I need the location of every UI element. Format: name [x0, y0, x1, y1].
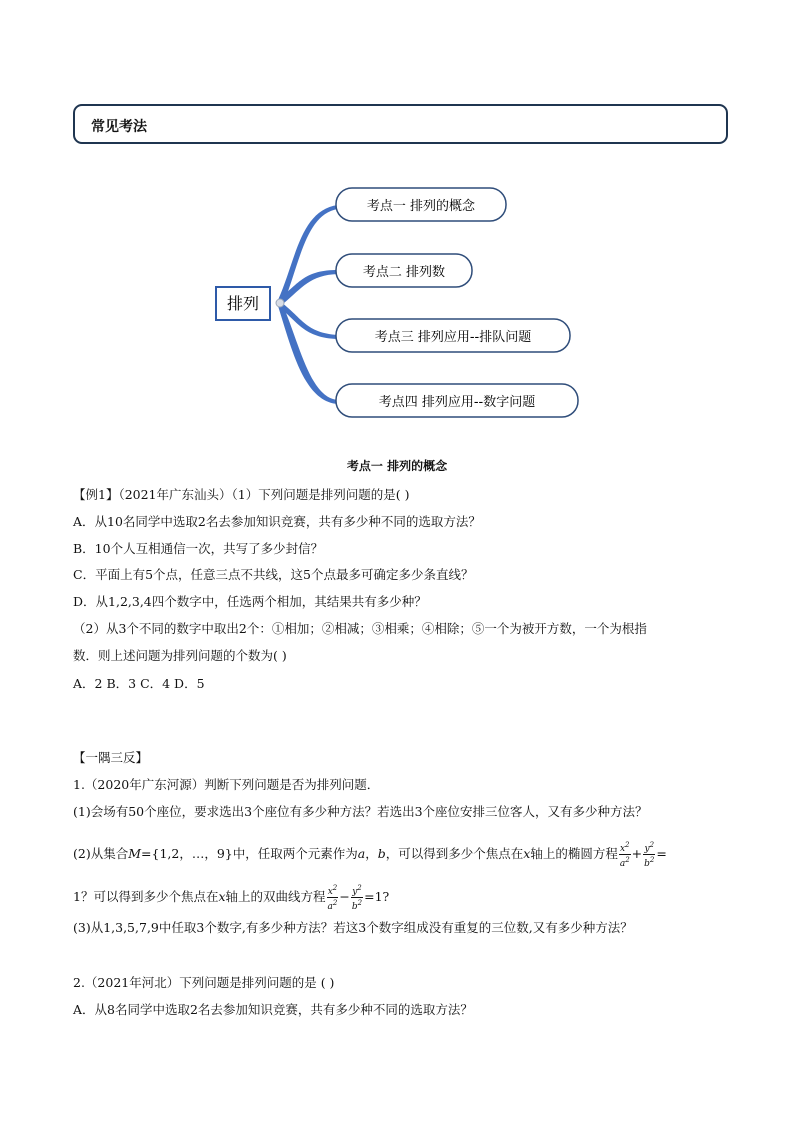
practice-title: 【一隅三反】 — [73, 750, 149, 765]
practice-q1: 1.（2020年广东河源）判断下列问题是否为排列问题． — [73, 777, 380, 792]
mindmap — [0, 0, 794, 450]
branch-4 — [278, 303, 338, 404]
branch-label-3: 考点三 排列应用--排队问题 — [374, 330, 532, 345]
root-label: 排列 — [226, 294, 260, 313]
example1-option-a: A．从10名同学中选取2名去参加知识竞赛，共有多少种不同的选取方法？ — [73, 514, 481, 529]
branch-label-4: 考点四 排列应用--数字问题 — [378, 395, 536, 410]
example1-option-d: D．从1,2,3,4四个数字中，任选两个相加，其结果共有多少种？ — [73, 594, 427, 609]
branch-label-1: 考点一 排列的概念 — [366, 199, 476, 214]
ellipse-frac-y: $\frac{y^2}{b^2}$ — [644, 841, 655, 869]
practice-q1-1: (1)会场有50个座位，要求选出3个座位有多少种方法？若选出3个座位安排三位客人，又有多少种方法？ — [73, 804, 648, 819]
practice-q2: 2.（2021年河北）下列问题是排列问题的是 ( ) — [73, 975, 335, 990]
hyperbola-frac-y: $\frac{y^2}{b^2}$ — [351, 884, 363, 912]
practice-q2-option-a: A．从8名同学中选取2名去参加知识竞赛，共有多少种不同的选取方法？ — [73, 1002, 473, 1017]
example1-question: 【例1】（2021年广东汕头）（1）下列问题是排列问题的是( ) — [73, 487, 410, 502]
header-title: 常见考法 — [91, 119, 147, 135]
example1-option-b: B．10个人互相通信一次，共写了多少封信？ — [73, 541, 324, 556]
example1-choices: A．2 B．3 C．4 D．5 — [73, 676, 205, 691]
practice-q1-3: (3)从1,3,5,7,9中任取3个数字,有多少种方法？若这3个数字组成没有重复的三位数,又有多少种方法？ — [73, 920, 633, 935]
example1-part2-line2: 数．则上述问题为排列问题的个数为( ) — [73, 648, 287, 663]
branch-1 — [278, 205, 338, 302]
practice-q1-2-line2: 1？可以得到多少个焦点在x轴上的双曲线方程 $\frac{x^2}{a^2}$ − $\frac{y^2}{b^2}$ =1? — [73, 884, 390, 912]
example1-option-c: C．平面上有5个点，任意三点不共线，这5个点最多可确定多少条直线？ — [73, 567, 474, 582]
practice-q1-2-line1: (2)从集合M={1,2，…，9}中，任取两个元素作为a，b，可以得到多少个焦点在x轴上的椭圆方程 $\frac{x^2}{a^2}$ + $\frac{y^2}{b^2}$ = — [73, 841, 667, 869]
ellipse-frac-x: $\frac{x^2}{a^2}$ — [619, 841, 630, 869]
root-node-dot — [276, 299, 284, 307]
example1-part2-line1: （2）从3个不同的数字中取出2个：①相加；②相减；③相乘；④相除；⑤一个为被开方数，一个为根指 — [73, 621, 647, 636]
hyperbola-frac-x: $\frac{x^2}{a^2}$ — [327, 884, 338, 912]
section-title: 考点一 排列的概念 — [346, 459, 448, 473]
mindmap-branches — [278, 205, 338, 404]
branch-label-2: 考点二 排列数 — [362, 265, 446, 280]
